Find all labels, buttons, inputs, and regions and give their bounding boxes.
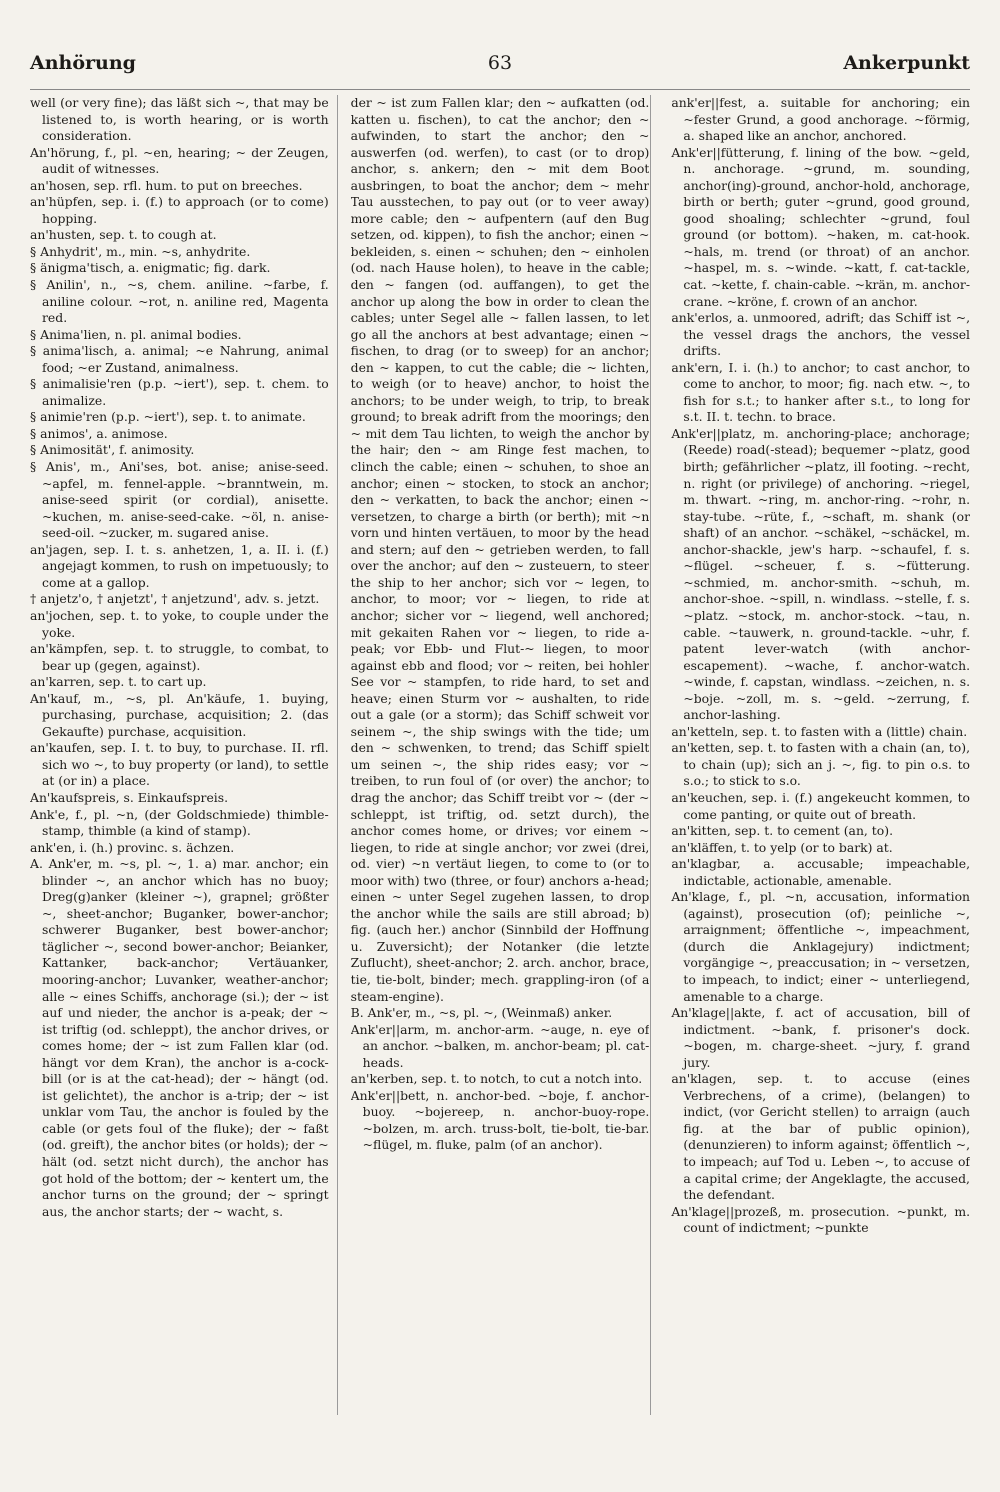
column-divider	[650, 95, 651, 1415]
dictionary-entry: A. Ank'er, m. ~s, pl. ~, 1. a) mar. anchor; ein blinder ~, an anchor which has no buoy; Dreg(g)anker (kleiner ~), grapnel; größter ~, sheet-anchor; Buganker, bower-anchor; schwerer Buganker, best bower-anchor; täglicher ~, second bower-anchor; Beianker, Kattanker, back-anchor; Vertäuanker, mooring-anchor; Luvanker, weather-anchor; alle ~ eines Schiffs, anchorage (si.); der ~ ist auf und nieder, the anchor is a-peak; der ~ ist triftig (od. schleppt), the anchor drives, or comes home; der ~ ist zum Fallen klar (od. hängt vor dem Kran), the anchor is a-cock-bill (or is at the cat-head); der ~ hängt (od. ist gelichtet), the anchor is a-trip; der ~ ist unklar vom Tau, the anchor is fouled by the cable (or gets foul of the fluke); der ~ faßt (od. greift), the anchor bites (or holds); der ~ hält (od. setzt nicht durch), the anchor has got hold of the bottom; der ~ kentert um, the anchor turns on the ground; der ~ springt aus, the anchor starts; der ~ wacht, s.	[30, 856, 329, 1219]
dictionary-entry: § animie'ren (p.p. ~iert'), sep. t. to animate.	[30, 409, 306, 425]
dictionary-entry: an'hüpfen, sep. i. (f.) to approach (or to come) hopping.	[30, 194, 329, 226]
dictionary-entry: An'klage||akte, f. act of accusation, bill of indictment. ~bank, f. prisoner's dock. ~bogen, m. charge-sheet. ~jury, f. grand jury.	[671, 1005, 971, 1070]
dictionary-entry: Ank'e, f., pl. ~n, (der Goldschmiede) thimble-stamp, thimble (a kind of stamp).	[30, 806, 329, 839]
dictionary-entry: der ~ ist zum Fallen klar; den ~ aufkatten (od. katten u. fischen), to cat the anchor; den ~ aufwinden, to start the anchor; den ~ auswerfen (od. werfen), to cast (or to drop) anchor, s. ankern; den ~ mit dem Boot ausbringen, to boat the anchor; dem ~ mehr Tau ausstechen, to pay out (or to veer away) more cable; den ~ aufpentern (auf den Bug setzen, od. kippen), to fish the anchor; einen ~ bekleiden, s. einen ~ schuhen; den ~ einholen (od. nach Hause holen), to heave in the cable; den ~ fangen (od. auffangen), to get the anchor up along the bow in order to clean the cables; unter Segel alle ~ fallen lassen, to let go all the anchors at best advantage; einen ~ fischen, to drag (or to sweep) for an anchor; den ~ kappen, to cut the cable; die ~ lichten, to weigh (or to heave) anchor, to hoist the anchors; to be under weigh, to trip, to break ground; to break adrift from the moorings; den ~ mit dem Tau lichten, to weigh the anchor by the hair; den ~ am Ringe fest machen, to clinch the cable; einen ~ schuhen, to shoe an anchor; einen ~ stocken, to stock an anchor; den ~ verkatten, to back the anchor; einen ~ versetzen, to charge a birth (or berth); mit ~n vorn und hinten vertäuen, to moor by the head and stern; auf den ~ getrieben werden, to fall over the anchor; auf den ~ zusteuern, to steer the ship to her anchor; sich vor ~ legen, to anchor, to moor; vor ~ liegen, to ride at anchor; sicher vor ~ liegend, well anchored; mit gekaiten Rahen vor ~ liegen, to ride a-peak; vor Ebb- und Flut-~ liegen, to moor against ebb and flood; vor ~ reiten, bei hohler See vor ~ stampfen, to ride hard, to set and heave; einen Sturm vor ~ aushalten, to ride out a gale (or a storm); das Schiff schweit vor seinem ~, the ship swings with the tide; um den ~ schwenken, to trend; das Schiff spielt um seinen ~, the ship rides easy; vor ~ treiben, to run foul of (or over) the anchor; to drag the anchor; das Schiff treibt vor ~ (der ~ schleppt, ist triftig, od. setzt durch), the anchor comes home, or drives; vor einem ~ liegen, to ride at single anchor; vor zwei (drei, od. vier) ~n vertäut liegen, to come to (or to moor with) two (three, or four) anchors a-head; einen ~ unter Segel zugehen lassen, to drop the anchor while the sails are still abroad; b) fig. (auch her.) anchor (Sinnbild der Hoffnung u. Zuversicht); der Notanker (die letzte Zuflucht), sheet-anchor; 2. arch. anchor, brace, tie, tie-bolt, binder; mech. grappling-iron (of a steam-engine).	[350, 95, 650, 1004]
dictionary-entry: an'ketteln, sep. t. to fasten with a (little) chain.	[671, 723, 968, 739]
dictionary-entry: an'hosen, sep. rfl. hum. to put on breeches.	[30, 177, 303, 193]
dictionary-entry: an'jagen, sep. I. t. s. anhetzen, 1, a. II. i. (f.) angejagt kommen, to rush on impetuously; to come at a gallop.	[30, 541, 329, 590]
dictionary-entry: an'klagen, sep. t. to accuse (eines Verbrechens, of a crime), (belangen) to indict, (vor Gericht stellen) to arraign (auch fig. at the bar of public opinion), (denunzieren) to inform against; öffentlich ~, to impeach; auf Tod u. Leben ~, to accuse of a capital crime; der Angeklagte, the accused, the defendant.	[671, 1071, 971, 1203]
dictionary-entry: an'kaufen, sep. I. t. to buy, to purchase. II. rfl. sich wo ~, to buy property (or land), to settle at (or in) a place.	[30, 740, 329, 789]
dictionary-entry: an'keuchen, sep. i. (f.) angekeucht kommen, to come panting, or quite out of breath.	[671, 789, 971, 822]
dictionary-entry: § Animosität', f. animosity.	[30, 442, 195, 458]
dictionary-entry: an'klagbar, a. accusable; impeachable, indictable, actionable, amenable.	[671, 856, 971, 888]
dictionary-entry: an'kitten, sep. t. to cement (an, to).	[671, 823, 894, 839]
columns	[30, 95, 970, 1435]
dictionary-entry: an'kämpfen, sep. t. to struggle, to combat, to bear up (gegen, against).	[30, 641, 329, 673]
column-2	[351, 95, 650, 1435]
dictionary-entry: An'klage, f., pl. ~n, accusation, information (against), prosecution (of); peinliche ~, arraignment; öffentliche ~, impeachment, (durch die Anklagejury) indictment; vorgängige ~, preaccusation; in ~ versetzen, to impeach, to indict; einer ~ unterliegend, amenable to a charge.	[671, 889, 971, 1004]
dictionary-entry: Ank'er||fütterung, f. lining of the bow. ~geld, n. anchorage. ~grund, m. sounding, anchor(ing)-ground, anchor-hold, anchorage, birth or berth; guter ~grund, good ground, good shoaling; schlechter ~grund, foul ground (or bottom). ~haken, m. cat-hook. ~hals, m. trend (or throat) of an anchor. ~haspel, m. s. ~winde. ~katt, f. cat-tackle, cat. ~kette, f. chain-cable. ~krän, m. anchor-crane. ~kröne, f. crown of an anchor.	[671, 144, 971, 309]
dictionary-entry: B. Ank'er, m., ~s, pl. ~, (Weinmaß) anker.	[350, 1005, 613, 1021]
dictionary-entry: An'klage||prozeß, m. prosecution. ~punkt, m. count of indictment; ~punkte	[671, 1203, 971, 1236]
dictionary-entry: an'kläffen, t. to yelp (or to bark) at.	[671, 839, 893, 855]
column-3	[671, 95, 970, 1435]
dictionary-entry: an'karren, sep. t. to cart up.	[30, 674, 207, 690]
dictionary-entry: ank'en, i. (h.) provinc. s. ächzen.	[30, 839, 235, 855]
dictionary-entry: well (or very fine); das läßt sich ~, that may be listened to, is worth hearing, or is worth consideration.	[30, 95, 329, 144]
dictionary-entry: ank'er||fest, a. suitable for anchoring; ein ~fester Grund, a good anchorage. ~förmig, a. shaped like an anchor, anchored.	[671, 95, 971, 144]
dictionary-entry: An'kauf, m., ~s, pl. An'käufe, 1. buying, purchasing, purchase, acquisition; 2. (das Gekaufte) purchase, acquisition.	[30, 690, 329, 739]
dictionary-entry: § Anilin', n., ~s, chem. aniline. ~farbe, f. aniline colour. ~rot, n. aniline red, Magenta red.	[30, 277, 329, 326]
header-rule	[30, 89, 970, 90]
right-guide-word: Ankerpunkt	[843, 52, 970, 74]
dictionary-entry: § animalisie'ren (p.p. ~iert'), sep. t. chem. to animalize.	[30, 376, 329, 408]
dictionary-entry: An'hörung, f., pl. ~en, hearing; ~ der Zeugen, audit of witnesses.	[30, 144, 329, 177]
dictionary-entry: § anima'lisch, a. animal; ~e Nahrung, animal food; ~er Zustand, animalness.	[30, 343, 329, 375]
dictionary-entry: an'jochen, sep. t. to yoke, to couple under the yoke.	[30, 607, 329, 640]
dictionary-entry: an'husten, sep. t. to cough at.	[30, 227, 217, 243]
dictionary-entry: § Anhydrit', m., min. ~s, anhydrite.	[30, 243, 251, 259]
dictionary-entry: § Anis', m., Ani'ses, bot. anise; anise-seed. ~apfel, m. fennel-apple. ~branntwein, m. anise-seed spirit (or cordial), anisette. ~kuchen, m. anise-seed-cake. ~öl, n. anise-seed-oil. ~zucker, m. sugared anise.	[30, 459, 329, 541]
left-guide-word: Anhörung	[30, 52, 136, 74]
page-header	[30, 52, 970, 82]
dictionary-entry: § änigma'tisch, a. enigmatic; fig. dark.	[30, 260, 271, 276]
dictionary-entry: ank'erlos, a. unmoored, adrift; das Schiff ist ~, the vessel drags the anchors, the vessel drifts.	[671, 310, 971, 359]
dictionary-entry: Ank'er||arm, m. anchor-arm. ~auge, n. eye of an anchor. ~balken, m. anchor-beam; pl. cat-heads.	[350, 1021, 650, 1070]
dictionary-entry: an'kerben, sep. t. to notch, to cut a notch into.	[350, 1071, 643, 1087]
dictionary-entry: Ank'er||platz, m. anchoring-place; anchorage; (Reede) road(-stead); bequemer ~platz, good birth; gefährlicher ~platz, ill footing. ~recht, n. right (or privilege) of anchoring. ~riegel, m. thwart. ~ring, m. anchor-ring. ~rohr, n. stay-tube. ~rüte, f., ~schaft, m. shank (or shaft) of an anchor. ~schäkel, ~schäckel, m. anchor-shackle, jew's harp. ~schaufel, f. s. ~flügel. ~scheuer, f. s. ~fütterung. ~schmied, m. anchor-smith. ~schuh, m. anchor-shoe. ~spill, n. windlass. ~stelle, f. s. ~platz. ~stock, m. anchor-stock. ~tau, n. cable. ~tauwerk, n. ground-tackle. ~uhr, f. patent lever-watch (with anchor-escapement). ~wache, f. anchor-watch. ~winde, f. capstan, windlass. ~zeichen, n. s. ~boje. ~zoll, m. s. ~geld. ~zerrung, f. anchor-lashing.	[671, 425, 971, 723]
column-1	[30, 95, 329, 1435]
dictionary-entry: † anjetz'o, † anjetzt', † anjetzund', adv. s. jetzt.	[30, 591, 320, 607]
dictionary-entry: § animos', a. animose.	[30, 425, 168, 441]
page-number: 63	[487, 52, 513, 74]
dictionary-entry: § Anima'lien, n. pl. animal bodies.	[30, 326, 242, 342]
column-divider	[337, 95, 338, 1415]
dictionary-entry: An'kaufspreis, s. Einkaufspreis.	[30, 789, 229, 805]
dictionary-entry: ank'ern, I. i. (h.) to anchor; to cast anchor, to come to anchor, to moor; fig. nach etw. ~, to fish for s.t.; to hanker after s.t., to long for s.t. II. t. techn. to brace.	[671, 359, 971, 425]
dictionary-entry: an'ketten, sep. t. to fasten with a chain (an, to), to chain (up); sich an j. ~, fig. to pin o.s. to s.o.; to stick to s.o.	[671, 740, 971, 789]
dictionary-entry: Ank'er||bett, n. anchor-bed. ~boje, f. anchor-buoy. ~bojereep, n. anchor-buoy-rope. ~bolzen, m. arch. truss-bolt, tie-bolt, tie-bar. ~flügel, m. fluke, palm (of an anchor).	[350, 1087, 650, 1153]
